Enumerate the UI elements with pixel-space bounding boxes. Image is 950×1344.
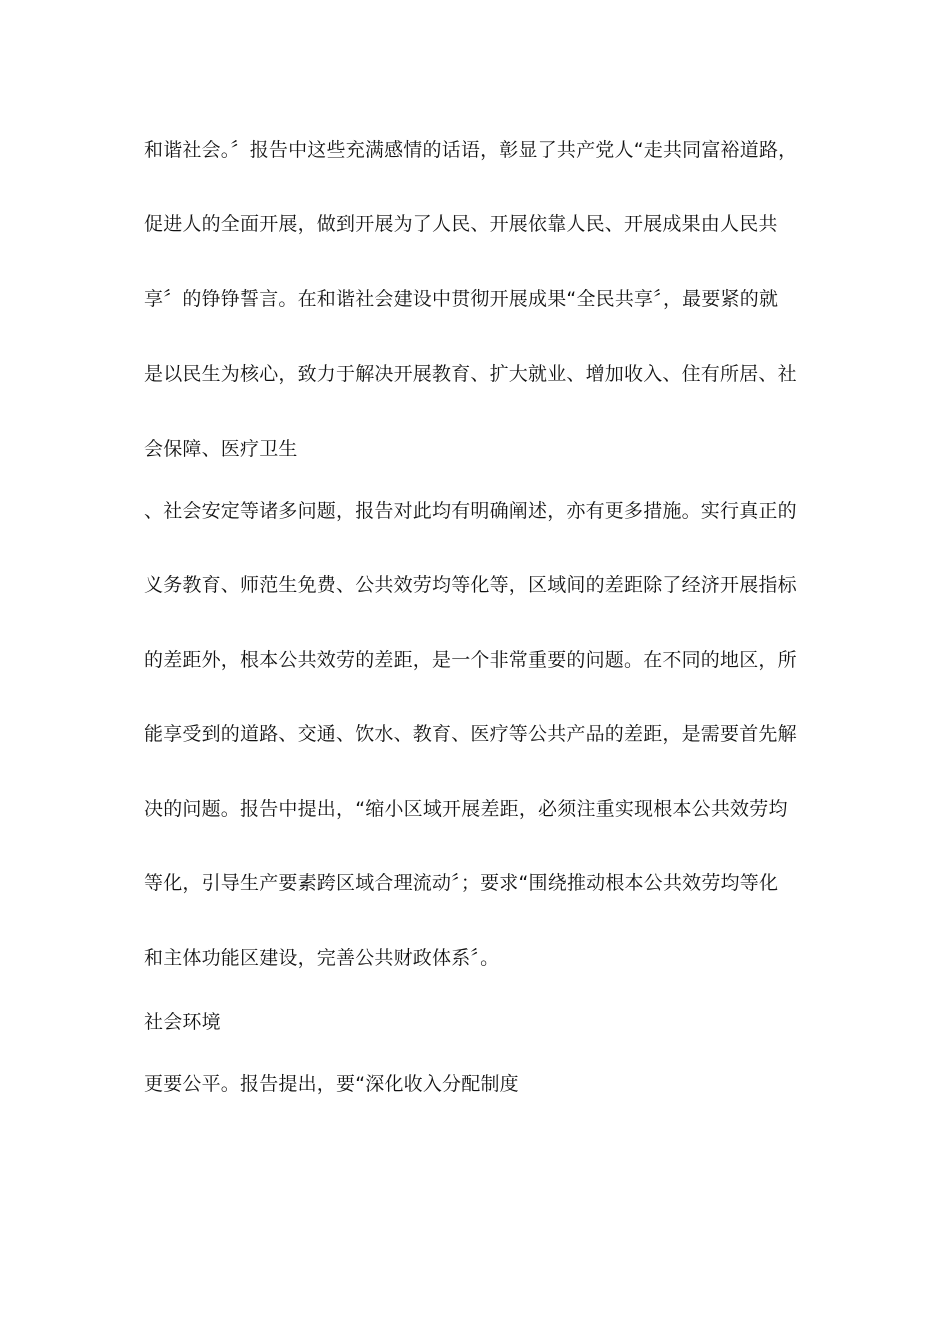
text-line: 等化，引导生产要素跨区域合理流动〞；要求“围绕推动根本公共效劳均等化	[144, 872, 779, 894]
text-line: 促进人的全面开展，做到开展为了人民、开展依靠人民、开展成果由人民共	[144, 213, 778, 235]
text-line: 义务教育、师范生免费、公共效劳均等化等，区域间的差距除了经济开展指标	[144, 574, 797, 596]
text-line: 更要公平。报告提出，要“深化收入分配制度	[144, 1073, 519, 1095]
text-line: 会保障、医疗卫生	[144, 438, 298, 460]
text-line: 和主体功能区建设，完善公共财政体系〞。	[144, 947, 500, 969]
section-heading: 社会环境	[144, 1011, 221, 1033]
text-line: 享〞的铮铮誓言。在和谐社会建设中贯彻开展成果“全民共享〞，最要紧的就	[144, 288, 779, 310]
text-line: 能享受到的道路、交通、饮水、教育、医疗等公共产品的差距，是需要首先解	[144, 723, 797, 745]
text-line: 、社会安定等诸多问题，报告对此均有明确阐述，亦有更多措施。实行真正的	[144, 500, 797, 522]
text-line: 和谐社会。〞报告中这些充满感情的话语，彰显了共产党人“走共同富裕道路，	[144, 139, 798, 161]
text-line: 的差距外，根本公共效劳的差距，是一个非常重要的问题。在不同的地区，所	[144, 649, 797, 671]
text-line: 决的问题。报告中提出，“缩小区域开展差距，必须注重实现根本公共效劳均	[144, 798, 788, 820]
text-line: 是以民生为核心，致力于解决开展教育、扩大就业、增加收入、住有所居、社	[144, 363, 797, 385]
